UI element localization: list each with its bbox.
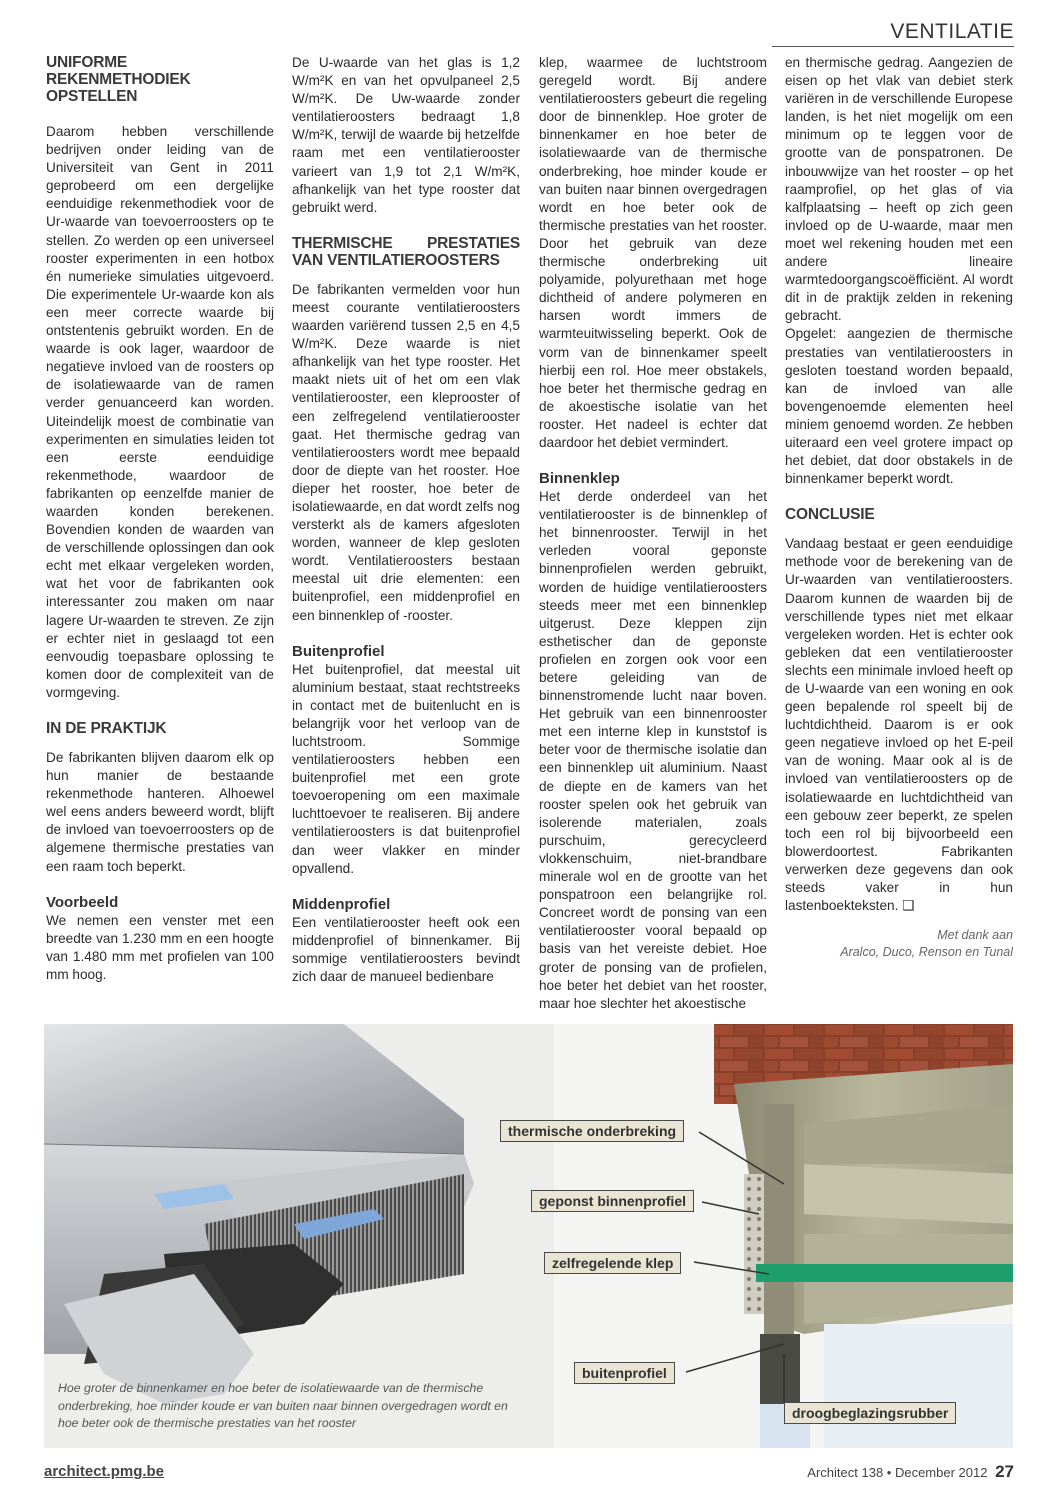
footer-issue-info [807, 1462, 1014, 1482]
paragraph: en thermische gedrag. Aangezien de eisen op het vlak van debiet sterk variëren in de verschillende Europese landen, is het niet mogelijk om een minimum op te leggen voor de grootte van de ponspatronen. De inbouwwijze van het rooster – op het raamprofiel, op het glas of via kalfplaatsing – heeft op zich geen invloed op de U-waarde, maar men moet wel rekening houden met een andere lineaire warmtedoorgangscoëfficiënt. Al wordt dit in de praktijk zelden in rekening gebracht. [785, 55, 1013, 324]
figure-caption: Hoe groter de binnenkamer en hoe beter de isolatiewaarde van de thermische onderbreking, hoe minder koude er van buiten naar binnen overgedragen wordt en hoe beter ook de thermische prestaties van het rooster [58, 1381, 508, 1430]
paragraph: Opgelet: aangezien de thermische prestaties van ventilatieroosters in gesloten toestand worden bepaald, kan de invloed van alle bovengenoemde elementen heel miniem genoemd worden. Ze hebben uiteraard een veel grotere impact op het debiet, dat door obstakels in de binnenkamer beperkt wordt. [785, 326, 1013, 487]
heading-uniform-method: UNIFORME REKENMETHODIEK OPSTELLEN [46, 54, 191, 105]
heading-in-practice: IN DE PRAKTIJK [46, 720, 167, 737]
callout-self-regulating-flap: zelfregelende klep [544, 1252, 681, 1274]
paragraph: We nemen een venster met een breedte van 1.230 mm en een hoogte van 1.480 mm met profielen van 100 mm hoog. [46, 912, 274, 982]
paragraph: De fabrikanten blijven daarom elk op hun manier de bestaande rekenmethode hanteren. Alhoewel wel eens anders beweerd wordt, blijft de invloed van toevoerroosters op de algemene thermische prestaties van een raam toch beperkt. [46, 750, 274, 874]
footer-website-link[interactable]: architect.pmg.be [44, 1463, 165, 1480]
article-column-4 [785, 54, 1013, 1014]
subheading-example: Voorbeeld [46, 893, 119, 911]
paragraph: Het buitenprofiel, dat meestal uit aluminium bestaat, staat rechtstreeks in contact met de buitenlucht en is belangrijk voor het verloop van de luchtstroom. Sommige ventilatieroosters hebben een buitenprofiel met een grote toevoeropening om een maximale luchttoevoer te realiseren. Bij andere ventilatieroosters is dat buitenprofiel dan weer vlakker en minder opvallend. [292, 661, 520, 876]
subheading-middle-profile: Middenprofiel [292, 895, 391, 913]
paragraph: klep, waarmee de luchtstroom geregeld wordt. Bij andere ventilatieroosters gebeurt die regeling door de binnenklep. Hoe groter de binnenkamer en hoe beter de isolatiewaarde van de thermische onderbreking, hoe minder koude er van buiten naar binnen overgedragen wordt en hoe beter ook de thermische prestaties van het rooster. Door het gebruik van deze thermische onderbreking uit polyamide, polyurethaan met hoge dichtheid of andere polymeren en harsen wordt immers de warmteuitwisseling beperkt. Ook de vorm van de binnenkamer speelt hierbij een rol. Hoe meer obstakels, hoe beter het thermische gedrag en de akoestische isolatie van het rooster. Het nadeel is echter dat daardoor het debiet vermindert. [539, 55, 767, 450]
callout-glazing-rubber: droogbeglazingsrubber [784, 1402, 956, 1424]
paragraph: Het derde onderdeel van het ventilatierooster is de binnenklep of het binnenrooster. Terwijl in het verleden vooral geponste binnenprofielen werden gebruikt, worden de huidige ventilatieroosters steeds meer met een binnenklep uitgerust. Deze kleppen zijn esthetischer dan de geponste profielen en zorgen ook voor een betere geleiding van de binnenstromende lucht naar boven. Het gebruik van een binnenrooster met een interne klep in kunststof is beter voor de thermische isolatie dan een binnenklep uit aluminium. Naast de diepte en de kamers van het rooster spelen ook het gebruik van isolerende materialen, zoals purschuim, gerecycleerd vlokkenschuim, niet-brandbare minerale wol en de grootte van het ponspatroon een belangrijke rol. Concreet wordt de ponsing van een ventilatierooster vooral bepaald op basis van het vereiste debiet. Hoe groter de ponsing van de profielen, hoe beter het debiet van het rooster, maar hoe slechter het akoestische [539, 489, 767, 1011]
section-rule [772, 46, 1014, 47]
section-tag: VENTILATIE [890, 20, 1014, 43]
callout-outer-profile: buitenprofiel [574, 1362, 675, 1384]
article-column-3 [539, 54, 767, 1014]
heading-conclusion: CONCLUSIE [785, 506, 875, 524]
paragraph: De U-waarde van het glas is 1,2 W/m²K en van het opvulpaneel 2,5 W/m²K. De Uw-waarde zonder ventilatieroosters bedraagt 1,8 W/m²K, terwijl de waarde bij hetzelfde raam met een ventilatierooster varieert van 1,9 tot 2,1 W/m²K, afhankelijk van het type rooster dat gebruikt werd. [292, 55, 520, 215]
callout-punched-inner-profile: geponst binnenprofiel [531, 1190, 694, 1212]
acknowledgement [785, 927, 1013, 961]
paragraph: Daarom hebben verschillende bedrijven onder leiding van de Universiteit van Gent in 2011 geprobeerd om een dergelijke eenduidige rekenmethodiek voor de Ur-waarde van toevoerroosters op te stellen. Zo werden op een universeel rooster experimenten in een hotbox én numerieke simulaties uitgevoerd. Die experimentele Ur-waarde kon als een meer correcte waarde bij ontstentenis gebruikt worden. En de waarde is ook lager, waardoor de negatieve invloed van de roosters op de isolatiewaarde van de ramen verder genuanceerd kan worden. Uiteindelijk moest de combinatie van experimenten en simulaties leiden tot een eerste eenduidige rekenmethode, waardoor de fabrikanten op eenzelfde manier de waarden konden berekenen. Bovendien konden de waarden van de verschillende oplossingen dan ook echt met elkaar vergeleken worden, wat het voor de fabrikanten ook interessanter zou maken om naar lagere Ur-waarden te streven. Ze zijn er echter niet in geslaagd tot een eenvoudig toepasbare oplossing te komen door de complexiteit van de vormgeving. [46, 124, 274, 700]
article-column-1 [46, 54, 274, 1014]
paragraph: Vandaag bestaat er geen eenduidige methode voor de berekening van de Ur-waarden van ventilatieroosters. Daarom kunnen de waarden bij de verschillende types niet met elkaar vergeleken worden. Het is echter ook gebleken dat een ventilatierooster slechts een minimale invloed heeft op de U-waarde van een woning en ook geen bepalende rol speelt bij de luchtdichtheid. Daarom is er ook geen negatieve invloed op het E-peil van de woning. Maar ook al is de invloed van ventilatieroosters op de isolatiewaarde en luchtdichtheid van een gebouw zeer beperkt, ze spelen toch een rol bij bijvoorbeeld een blowerdoortest. Fabrikanten verwerken deze gegevens dan ook steeds vaker in hun lastenboekteksten. ❑ [785, 536, 1013, 914]
heading-thermal-performance: THERMISCHE PRESTATIES VAN VENTILATIEROOSTERS [292, 234, 520, 269]
callout-thermal-break: thermische onderbreking [500, 1120, 684, 1142]
paragraph: De fabrikanten vermelden voor hun meest courante ventilatieroosters waarden variërend tussen 2,5 en 4,5 W/m²K. Deze waarde is niet afhankelijk van het type rooster. Het maakt niets uit of het om een vlak ventilatierooster, een kleprooster of een zelfregelend ventilatierooster gaat. Het thermische gedrag van ventilatieroosters wordt mee bepaald door de diepte van het rooster. Hoe dieper het rooster, hoe beter de isolatiewaarde, en dat wordt zelfs nog versterkt als de kamers afgesloten worden, wanneer de klep gesloten wordt. Ventilatieroosters bestaan meestal uit drie elementen: een buitenprofiel, een middenprofiel en een binnenklep of -rooster. [292, 281, 520, 623]
paragraph: Een ventilatierooster heeft ook een middenprofiel of binnenkamer. Bij sommige ventilatieroosters bevindt zich daar de manueel bedienbare [292, 914, 520, 985]
page-number: 27 [995, 1462, 1014, 1481]
article-column-2 [292, 54, 520, 1014]
acknowledgement-line-1: Met dank aan [937, 928, 1013, 943]
acknowledgement-line-2: Aralco, Duco, Renson en Tunal [840, 945, 1013, 960]
issue-label: Architect 138 • December 2012 [807, 1465, 988, 1480]
subheading-inner-flap: Binnenklep [539, 470, 620, 488]
product-figure [44, 1024, 1013, 1448]
subheading-outer-profile: Buitenprofiel [292, 642, 385, 660]
